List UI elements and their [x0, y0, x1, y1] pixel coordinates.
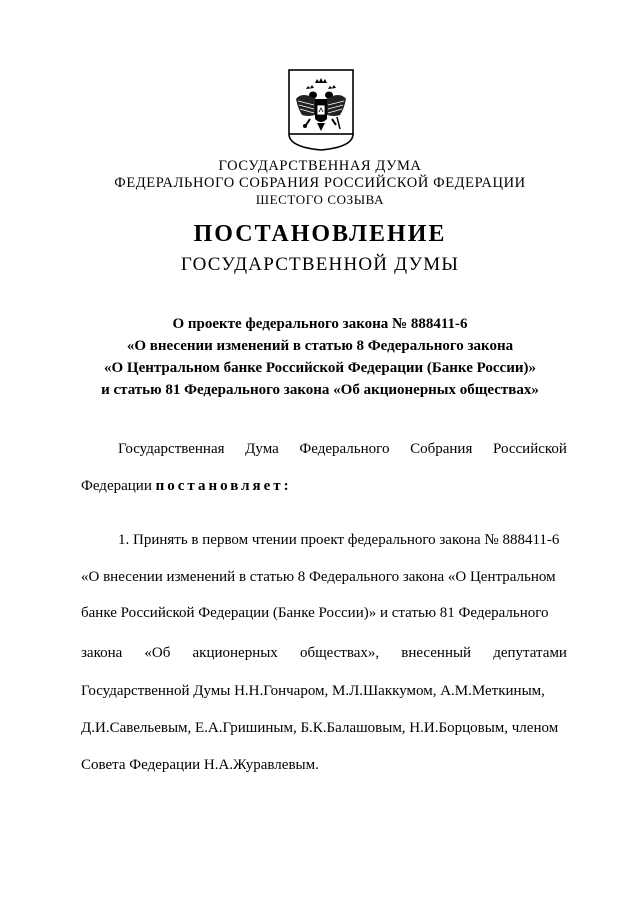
document-type-subtitle: ГОСУДАРСТВЕННОЙ ДУМЫ [180, 254, 460, 275]
clause-word: внесенный [401, 645, 472, 661]
clause-1-line-1: 1. Принять в первом чтении проект федерального закона № 888411-6 [118, 532, 560, 548]
preamble-federation: Федерации [81, 478, 152, 494]
preamble-line-2 [81, 478, 567, 495]
clause-1-line-4 [81, 645, 567, 662]
clause-word: обществах», [299, 645, 380, 661]
subject-line-1: О проекте федерального закона № 888411-6 [172, 316, 468, 332]
preamble-word: Дума [245, 441, 279, 457]
decree-word: постановляет: [155, 478, 292, 494]
clause-1-line-7: Совета Федерации Н.А.Журавлевым. [81, 757, 319, 773]
header-line-1: ГОСУДАРСТВЕННАЯ ДУМА [218, 158, 422, 174]
preamble-word: Государственная [118, 441, 225, 457]
subject-line-2: «О внесении изменений в статью 8 Федерального закона [126, 338, 514, 354]
coat-of-arms-emblem [288, 69, 354, 151]
preamble-line-1 [118, 441, 567, 458]
header-line-2: ФЕДЕРАЛЬНОГО СОБРАНИЯ РОССИЙСКОЙ ФЕДЕРАЦИИ [114, 175, 526, 191]
clause-1-line-3: банке Российской Федерации (Банке России)» и статью 81 Федерального [81, 605, 549, 621]
preamble-word: Федерального [299, 441, 390, 457]
preamble-word: Собрания [410, 441, 473, 457]
clause-1-line-6: Д.И.Савельевым, Е.А.Гришиным, Б.К.Балашовым, Н.И.Борцовым, членом [81, 720, 559, 736]
document-type-title: ПОСТАНОВЛЕНИЕ [193, 221, 447, 247]
clause-1-line-2: «О внесении изменений в статью 8 Федерального закона «О Центральном [81, 569, 556, 585]
subject-line-4: и статью 81 Федерального закона «Об акционерных обществах» [101, 382, 539, 398]
clause-word: закона [81, 645, 123, 661]
clause-word: депутатами [493, 645, 567, 661]
subject-line-3: «О Центральном банке Российской Федерации (Банке России)» [103, 360, 536, 376]
clause-word: «Об [144, 645, 171, 661]
clause-1-line-5: Государственной Думы Н.Н.Гончаром, М.Л.Шаккумом, А.М.Меткиным, [81, 683, 545, 699]
preamble-word: Российской [493, 441, 567, 457]
clause-word: акционерных [192, 645, 278, 661]
header-line-3: ШЕСТОГО СОЗЫВА [255, 192, 385, 207]
